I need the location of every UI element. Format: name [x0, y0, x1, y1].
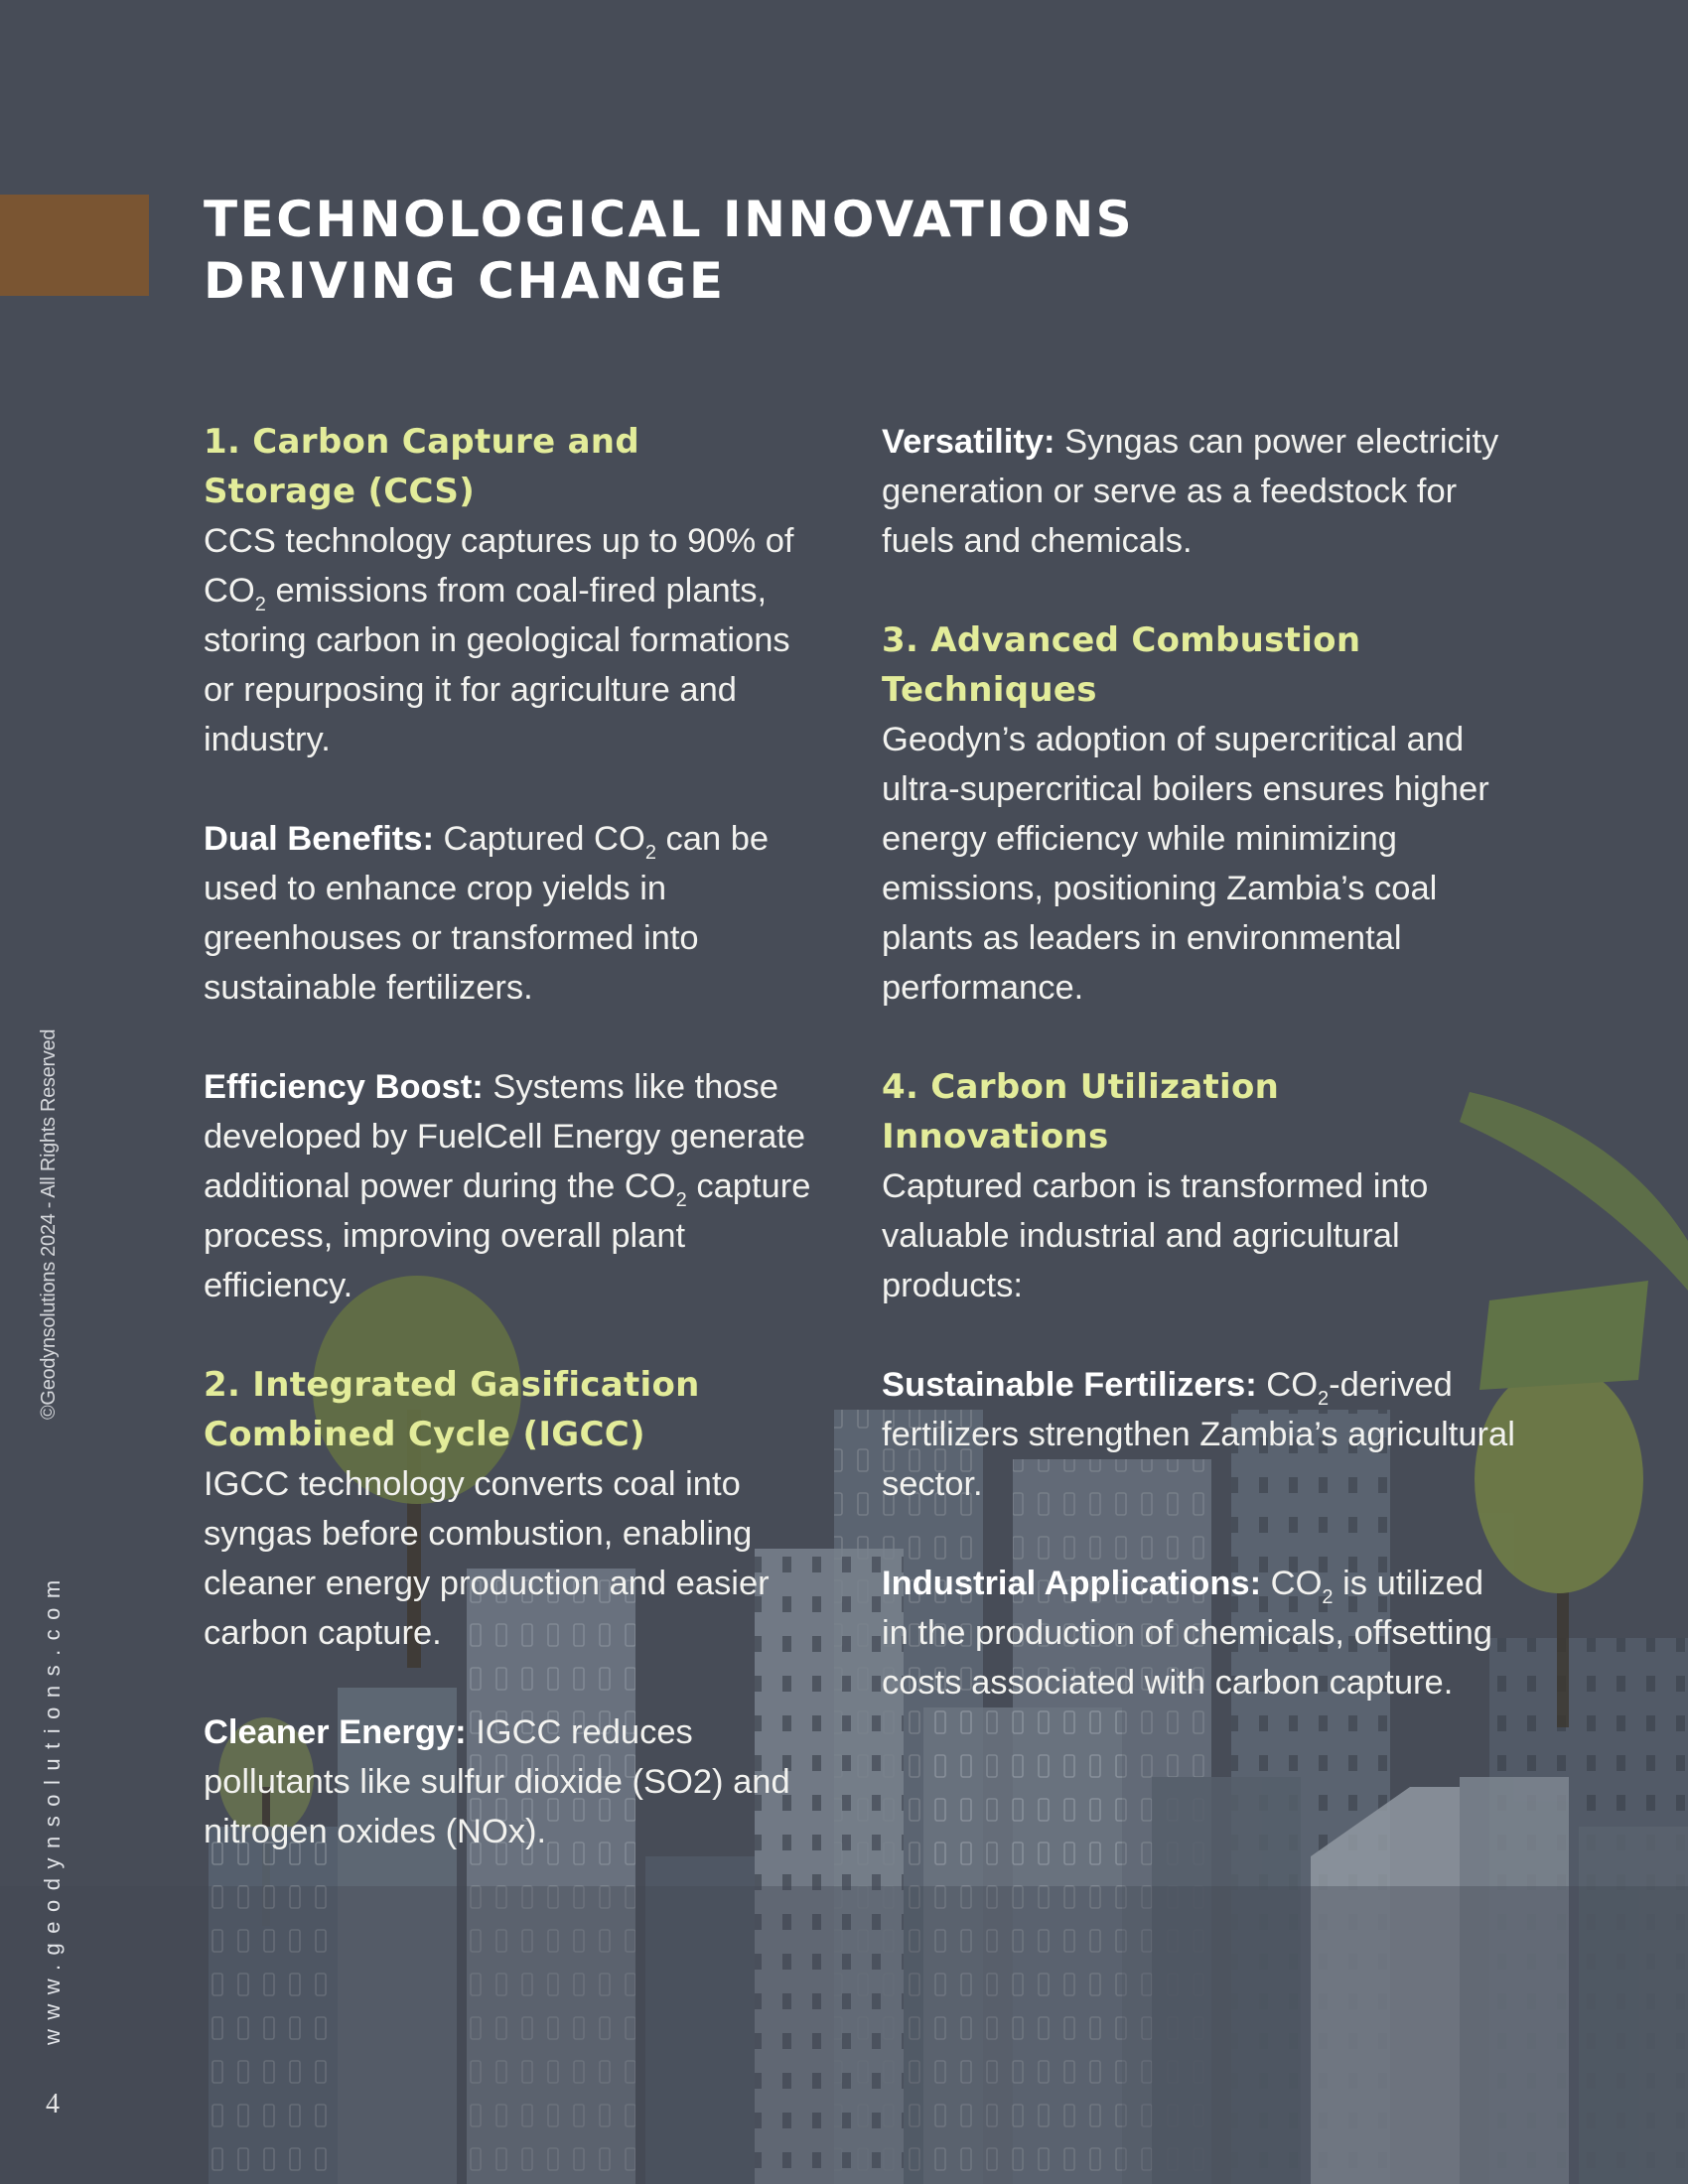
dual-benefits-subscript: 2	[644, 842, 656, 864]
ccs-body	[204, 516, 819, 764]
page-title	[204, 189, 1196, 312]
fertilizers-subscript: 2	[1318, 1388, 1330, 1410]
igcc-section	[204, 1360, 819, 1658]
versatility-block	[882, 417, 1517, 566]
accent-block	[0, 195, 149, 296]
dual-benefits-part-1: Captured CO	[433, 820, 645, 858]
efficiency-boost-label: Efficiency Boost:	[204, 1068, 484, 1106]
fertilizers-block	[882, 1360, 1517, 1509]
dual-benefits-label: Dual Benefits:	[204, 820, 434, 858]
page-title-line-2: DRIVING CHANGE	[204, 252, 726, 310]
ccs-body-part-1: CCS technology captures up to 90% of CO	[204, 522, 794, 610]
industrial-applications-part-1: CO	[1261, 1565, 1323, 1602]
igcc-heading-line-1: 2. Integrated Gasification	[204, 1365, 700, 1405]
industrial-applications-label: Industrial Applications:	[882, 1565, 1262, 1602]
efficiency-boost-part-2: capture process, improving overall plant efficiency.	[204, 1167, 811, 1304]
combustion-section	[882, 615, 1517, 1013]
industrial-applications-block	[882, 1559, 1517, 1707]
copyright-notice: ©Geodynsolutions 2024 - All Rights Reserved	[38, 1028, 60, 1420]
dual-benefits-part-2: can be used to enhance crop yields in greenhouses or transformed into sustainable fertilizers.	[204, 820, 770, 1007]
utilization-heading-line-1: 4. Carbon Utilization	[882, 1067, 1280, 1107]
fertilizers-label: Sustainable Fertilizers:	[882, 1366, 1257, 1404]
cleaner-energy-text	[204, 1707, 819, 1856]
page-title-line-1: TECHNOLOGICAL INNOVATIONS	[204, 191, 1135, 248]
utilization-section	[882, 1062, 1517, 1310]
efficiency-boost-text	[204, 1062, 819, 1310]
efficiency-boost-block	[204, 1062, 819, 1310]
industrial-applications-part-2: is utilized in the production of chemicals, offsetting costs associated with carbon capture.	[882, 1565, 1492, 1702]
cleaner-energy-block	[204, 1707, 819, 1856]
page-number: 4	[46, 2089, 60, 2119]
cleaner-energy-label: Cleaner Energy:	[204, 1713, 467, 1751]
website-url[interactable]: www.geodynsolutions.com	[40, 1570, 65, 2045]
left-column	[204, 417, 819, 1906]
fertilizers-part-1: CO	[1256, 1366, 1319, 1404]
utilization-body: Captured carbon is transformed into valuable industrial and agricultural products:	[882, 1167, 1429, 1304]
dual-benefits-block	[204, 814, 819, 1013]
utilization-heading-line-2: Innovations	[882, 1117, 1109, 1157]
ccs-body-subscript: 2	[254, 594, 266, 615]
ccs-section	[204, 417, 819, 764]
igcc-body: IGCC technology converts coal into syngas before combustion, enabling cleaner energy production and easier carbon capture.	[204, 1465, 770, 1652]
versatility-body: Syngas can power electricity generation or serve as a feedstock for fuels and chemicals.	[882, 423, 1499, 560]
versatility-text	[882, 417, 1517, 566]
dual-benefits-text	[204, 814, 819, 1013]
industrial-applications-text	[882, 1559, 1517, 1707]
utilization-heading	[882, 1062, 1517, 1161]
ccs-heading-line-1: 1. Carbon Capture and	[204, 422, 639, 462]
igcc-heading	[204, 1360, 819, 1459]
ccs-body-part-2: emissions from coal-fired plants, storing carbon in geological formations or repurposing it for agriculture and industry.	[204, 572, 790, 758]
efficiency-boost-part-1: Systems like those developed by FuelCell Energy generate additional power during the CO	[204, 1068, 806, 1205]
cleaner-energy-body: IGCC reduces pollutants like sulfur dioxide (SO2) and nitrogen oxides (NOx).	[204, 1713, 790, 1850]
right-column	[882, 417, 1517, 1757]
combustion-body: Geodyn’s adoption of supercritical and ultra-supercritical boilers ensures higher energy efficiency while minimizing emissions, positioning Zambia’s coal plants as leaders in environmental performance.	[882, 721, 1489, 1007]
ccs-heading-line-2: Storage (CCS)	[204, 472, 476, 511]
industrial-applications-subscript: 2	[1322, 1586, 1334, 1608]
fertilizers-text	[882, 1360, 1517, 1509]
combustion-heading	[882, 615, 1517, 715]
fertilizers-part-2: -derived fertilizers strengthen Zambia’s agricultural sector.	[882, 1366, 1515, 1503]
ccs-heading	[204, 417, 819, 516]
igcc-heading-line-2: Combined Cycle (IGCC)	[204, 1415, 645, 1454]
combustion-heading-line-1: 3. Advanced Combustion	[882, 620, 1361, 660]
versatility-label: Versatility:	[882, 423, 1055, 461]
combustion-heading-line-2: Techniques	[882, 670, 1097, 710]
efficiency-boost-subscript: 2	[675, 1189, 687, 1211]
